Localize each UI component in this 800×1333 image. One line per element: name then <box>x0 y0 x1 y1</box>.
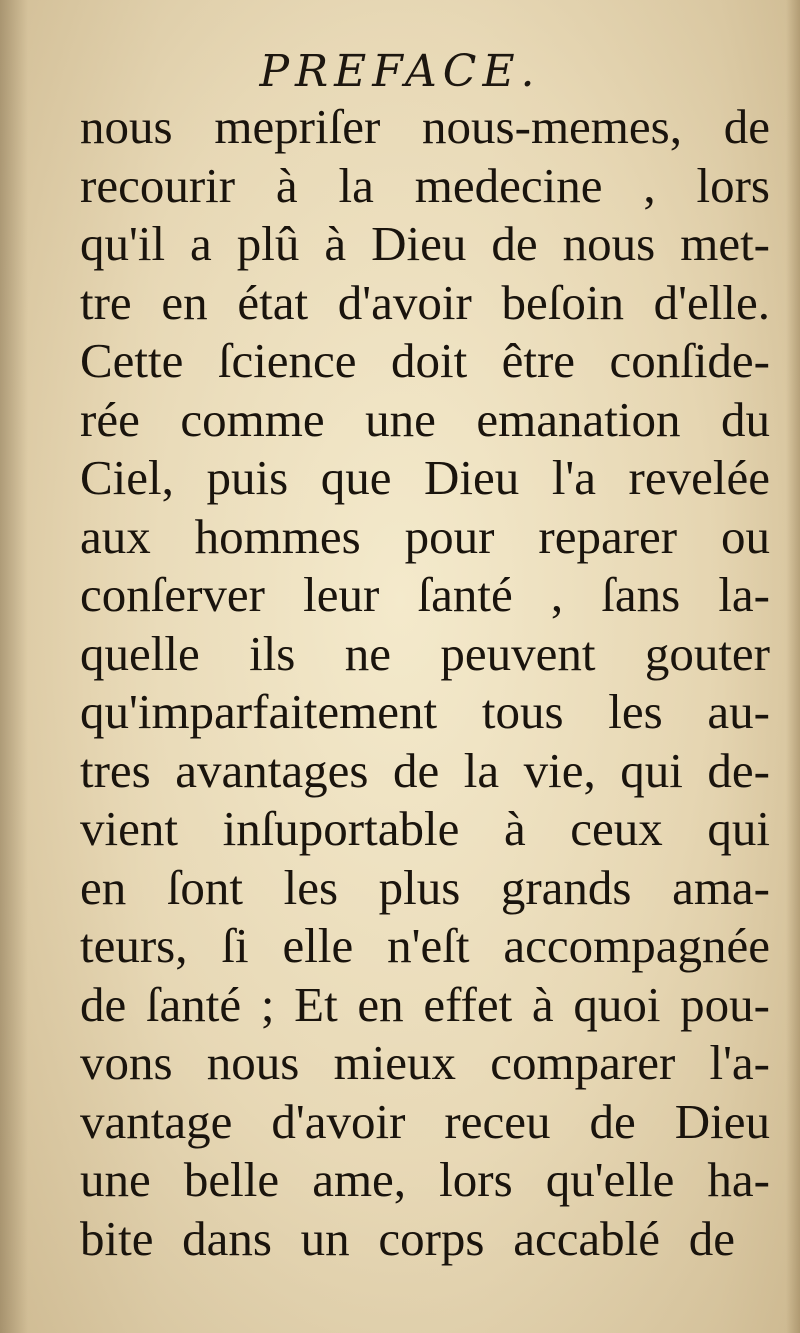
running-head: PREFACE. <box>259 46 541 97</box>
body-text <box>80 98 770 1268</box>
text-line: Cette ſcience doit être conſide- <box>80 333 770 388</box>
text-line: vantage d'avoir receu de Dieu <box>80 1093 770 1149</box>
text-line: une belle ame, lors qu'elle ha- <box>80 1152 770 1207</box>
text-line: bite dans un corps accablé de <box>80 1210 735 1266</box>
text-line: vient inſuportable à ceux qui <box>80 801 770 856</box>
text-line: qu'imparfaitement tous les au- <box>80 684 770 739</box>
text-line: conſerver leur ſanté , ſans la- <box>80 567 770 622</box>
text-line: aux hommes pour reparer ou <box>80 508 770 564</box>
text-line: tres avantages de la vie, qui de- <box>80 742 770 798</box>
text-line: quelle ils ne peuvent gouter <box>80 625 770 681</box>
text-line: nous mepriſer nous-memes, de <box>80 99 770 154</box>
text-line: recourir à la medecine , lors <box>80 157 770 213</box>
text-line: vons nous mieux comparer l'a- <box>80 1035 770 1090</box>
text-line: en ſont les plus grands ama- <box>80 859 770 915</box>
text-line: de ſanté ; Et en effet à quoi pou- <box>80 976 770 1032</box>
text-line: tre en état d'avoir beſoin d'elle. <box>80 274 770 330</box>
text-line: teurs, ſi elle n'eſt accompagnée <box>80 918 770 973</box>
text-line: rée comme une emanation du <box>80 391 770 447</box>
gutter-shadow <box>0 0 28 1333</box>
page-edge <box>786 0 800 1333</box>
text-line: qu'il a plû à Dieu de nous met- <box>80 216 770 271</box>
text-line: Ciel, puis que Dieu l'a revelée <box>80 450 770 505</box>
